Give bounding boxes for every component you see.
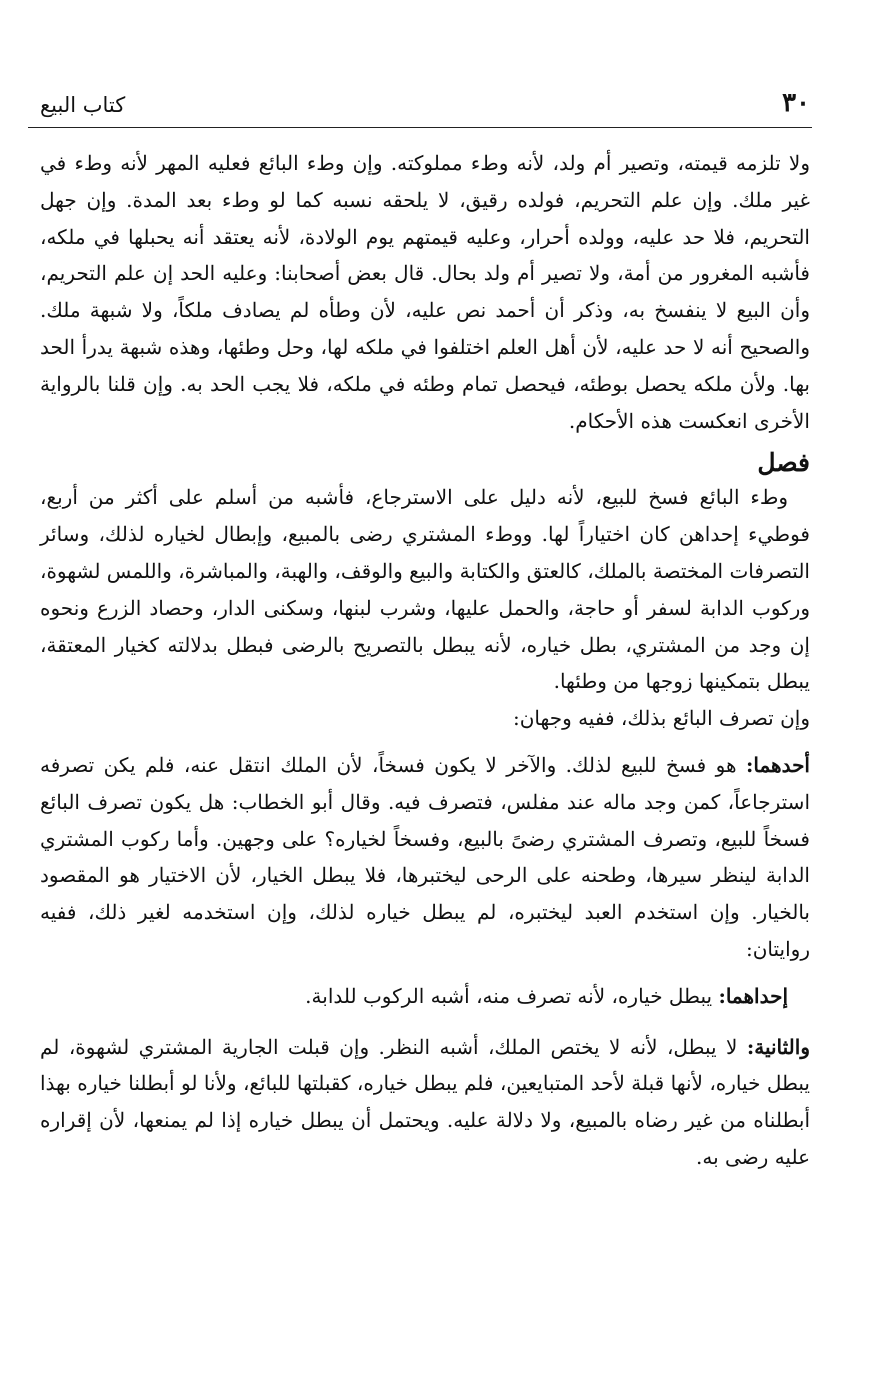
header-divider [28,127,812,128]
paragraph-5 [40,978,810,1015]
paragraph-2: وطء البائع فسخ للبيع، لأنه دليل على الاسترجاع، فأشبه من أسلم على أكثر من أربع، فوطيء إحداهن كان اختياراً لها. ووطء المشتري رضى بالمبيع، وإبطال لخياره لذلك، وسائر التصرفات المختصة بالملك، كالعتق والكتابة والبيع والوقف، والهبة، والمباشرة، واللمس لشهوة، وركوب الدابة لسفر أو حاجة، والحمل عليها، وشرب لبنها، وسكنى الدار، وحصاد الزرع ونحوه إن وجد من المشتري، بطل خياره، لأنه يبطل بالتصريح بالرضى فبطل بدلالته كخيار المعتقة، يبطل بتمكينها زوجها من وطئها. [40,485,810,694]
paragraph-5-body: يبطل خياره، لأنه تصرف منه، أشبه الركوب للدابة. [305,983,719,1008]
paragraph-4 [40,747,810,968]
paragraph-6-body: لا يبطل، لأنه لا يختص الملك، أشبه النظر. وإن قبلت الجارية المشتري لشهوة، لم يبطل خياره، لأنها قبلة لأحد المتبايعين، فلم يبطل خياره، كقبلتها للبائع، ولأنا لو أبطلنا خياره بهذا أبطلناه من غير رضاه بالمبيع، ولا دلالة عليه. ويحتمل أن يبطل خياره إذا لم يمنعها، لأن إقراره عليه رضى به. [40,1034,810,1169]
running-title: كتاب البيع [40,93,126,117]
paragraph-6 [40,1029,810,1176]
page-number: ٣٠ [782,88,810,118]
paragraph-6-lead: والثانية: [746,1034,810,1059]
page-body [40,145,810,1176]
page-header [40,82,810,122]
paragraph-4-lead: أحدهما: [745,752,810,777]
paragraph-4-body: هو فسخ للبيع لذلك. والآخر لا يكون فسخاً، لأن الملك انتقل عنه، فلم يكن تصرفه استرجاعاً، كمن وجد ماله عند مفلس، فتصرف فيه. وقال أبو الخطاب: هل يكون تصرف البائع فسخاً للبيع، وتصرف المشتري رضىً بالبيع، وفسخاً لخياره؟ على وجهين. وأما ركوب المشتري الدابة لينظر سيرها، وطحنه على الرحى ليختبرها، فلا يبطل الخيار، لأن الاختيار هو المقصود بالخيار. وإن استخدم العبد ليختبره، لم يبطل خياره لذلك، وإن استخدمه لغير ذلك، ففيه روايتان: [40,752,810,961]
paragraph-3: وإن تصرف البائع بذلك، ففيه وجهان: [512,706,810,731]
paragraph-5-lead: إحداهما: [718,983,788,1008]
section-heading: فصل [757,448,810,478]
paragraph-1: ولا تلزمه قيمته، وتصير أم ولد، لأنه وطء مملوكته. وإن وطء البائع فعليه المهر لأنه وطء في غير ملك. وإن علم التحريم، فولده رقيق، لا يلحقه نسبه كما لو وطء بعد المدة. وإن جهل التحريم، فلا حد عليه، وولده أحرار، وعليه قيمتهم يوم الولادة، لأنه يعتقد أنه يحبلها في ملكه، فأشبه المغرور من أمة، ولا تصير أم ولد بحال. قال بعض أصحابنا: وعليه الحد إن علم التحريم، وأن البيع لا ينفسخ به، وذكر أن أحمد نص عليه، لأن وطأه لم يصادف ملكاً، ولا شبهة ملك. والصحيح أنه لا حد عليه، لأن أهل العلم اختلفوا في ملكه لها، وحل وطئها، وهذه شبهة يدرأ الحد بها. ولأن ملكه يحصل بوطئه، فيحصل تمام وطئه في ملكه، فلا يجب الحد به. وإن قلنا بالرواية الأخرى انعكست هذه الأحكام. [40,151,810,433]
